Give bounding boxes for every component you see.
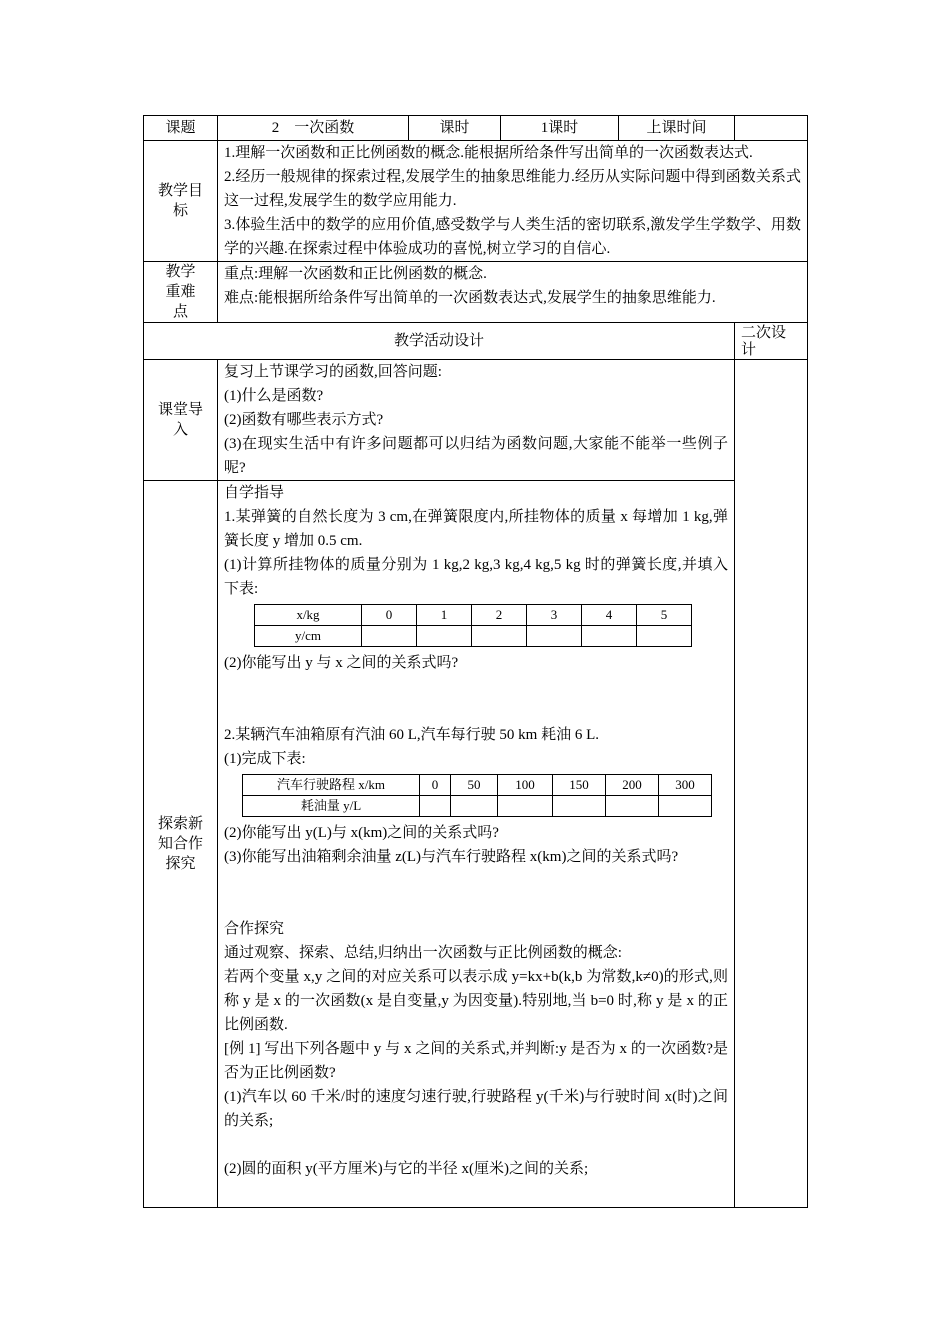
lesson-plan-table (143, 115, 808, 1208)
table-cell (451, 796, 498, 817)
objectives-label: 教学目标 (144, 141, 218, 262)
table-cell: 200 (606, 775, 659, 796)
coop-intro: 通过观察、探索、总结,归纳出一次函数与正比例函数的概念: (224, 945, 622, 961)
intro-line: (2)函数有哪些表示方式? (224, 412, 384, 428)
question-2-part-2: (2)你能写出 y(L)与 x(km)之间的关系式吗? (224, 825, 499, 841)
question-1: 1.某弹簧的自然长度为 3 cm,在弹簧限度内,所挂物体的质量 x 每增加 1 kg,弹簧长度 y 增加 0.5 cm. (224, 509, 728, 549)
keypoints-label: 教学重难点 (144, 262, 218, 323)
example-1: [例 1] 写出下列各题中 y 与 x 之间的关系式,并判断:y 是否为 x 的一次函数?是否为正比例函数? (224, 1041, 728, 1081)
table-cell: 汽车行驶路程 x/km (243, 775, 420, 796)
definition: 若两个变量 x,y 之间的对应关系可以表示成 y=kx+b(k,b 为常数,k≠0)的形式,则称 y 是 x 的一次函数(x 是自变量,y 为因变量).特别地,当 b=0 时,称 y 是 x 的正比例函数. (224, 969, 728, 1033)
table-cell (637, 626, 692, 647)
table-cell: 5 (637, 605, 692, 626)
table-cell: 1 (417, 605, 472, 626)
spring-table (254, 604, 692, 647)
intro-label: 课堂导入 (144, 360, 218, 481)
self-study-title: 自学指导 (224, 485, 285, 501)
spacer (224, 699, 728, 723)
table-cell (420, 796, 451, 817)
table-cell: 4 (582, 605, 637, 626)
topic-label: 课题 (144, 116, 218, 141)
spacer (224, 869, 728, 893)
keypoints-row (144, 262, 808, 323)
table-cell: y/cm (255, 626, 362, 647)
question-1-part-1: (1)计算所挂物体的质量分别为 1 kg,2 kg,3 kg,4 kg,5 kg 时的弹簧长度,并填入下表: (224, 557, 728, 597)
spacer (224, 893, 728, 917)
explore-label: 探索新知合作探究 (144, 481, 218, 1208)
table-cell (606, 796, 659, 817)
period-label: 课时 (409, 116, 501, 141)
table-cell: 50 (451, 775, 498, 796)
question-2: 2.某辆汽车油箱原有汽油 60 L,汽车每行驶 50 km 耗油 6 L. (224, 727, 599, 743)
explore-content (218, 481, 735, 1208)
keypoints-content (218, 262, 808, 323)
intro-line: (1)什么是函数? (224, 388, 324, 404)
question-1-part-2: (2)你能写出 y 与 x 之间的关系式吗? (224, 655, 459, 671)
objective-item: 2.经历一般规律的探索过程,发展学生的抽象思维能力.经历从实际问题中得到函数关系式这一过程,发展学生的数学应用能力. (224, 169, 801, 209)
fuel-table (242, 774, 712, 817)
table-row (243, 775, 712, 796)
objectives-content (218, 141, 808, 262)
lesson-plan (143, 115, 807, 1208)
table-cell: 0 (420, 775, 451, 796)
objective-item: 1.理解一次函数和正比例函数的概念.能根据所给条件写出简单的一次函数表达式. (224, 145, 753, 161)
table-cell: 耗油量 y/L (243, 796, 420, 817)
key-point: 重点:理解一次函数和正比例函数的概念. (224, 266, 487, 282)
table-cell (362, 626, 417, 647)
table-cell: 2 (472, 605, 527, 626)
table-cell: 100 (498, 775, 553, 796)
example-1-part-1: (1)汽车以 60 千米/时的速度匀速行驶,行驶路程 y(千米)与行驶时间 x(时)之间的关系; (224, 1089, 728, 1129)
time-value (735, 116, 808, 141)
question-2-part-1: (1)完成下表: (224, 751, 306, 767)
coop-title: 合作探究 (224, 921, 285, 937)
table-cell (472, 626, 527, 647)
intro-line: (3)在现实生活中有许多问题都可以归结为函数问题,大家能不能举一些例子呢? (224, 436, 728, 476)
intro-row (144, 360, 808, 481)
second-design-cell (735, 360, 808, 1208)
table-cell (659, 796, 712, 817)
intro-line: 复习上节课学习的函数,回答问题: (224, 364, 442, 380)
header-row (144, 116, 808, 141)
objectives-row (144, 141, 808, 262)
table-cell: 3 (527, 605, 582, 626)
spacer (224, 675, 728, 699)
question-2-part-3: (3)你能写出油箱剩余油量 z(L)与汽车行驶路程 x(km)之间的关系式吗? (224, 849, 679, 865)
intro-content (218, 360, 735, 481)
table-cell: 150 (553, 775, 606, 796)
table-cell: x/kg (255, 605, 362, 626)
table-cell (498, 796, 553, 817)
second-design-label: 二次设计 (735, 323, 808, 360)
table-cell: 0 (362, 605, 417, 626)
difficult-point: 难点:能根据所给条件写出简单的一次函数表达式,发展学生的抽象思维能力. (224, 290, 716, 306)
table-row (255, 626, 692, 647)
table-cell (417, 626, 472, 647)
table-cell (527, 626, 582, 647)
spacer (224, 1133, 728, 1157)
time-label: 上课时间 (619, 116, 735, 141)
period-value: 1课时 (501, 116, 619, 141)
topic-value: 2 一次函数 (218, 116, 409, 141)
table-cell (582, 626, 637, 647)
activity-title: 教学活动设计 (144, 323, 735, 360)
table-cell (553, 796, 606, 817)
objective-item: 3.体验生活中的数学的应用价值,感受数学与人类生活的密切联系,激发学生学数学、用数学的兴趣.在探索过程中体验成功的喜悦,树立学习的自信心. (224, 217, 801, 257)
example-1-part-2: (2)圆的面积 y(平方厘米)与它的半径 x(厘米)之间的关系; (224, 1161, 589, 1177)
table-row (255, 605, 692, 626)
table-cell: 300 (659, 775, 712, 796)
explore-row (144, 481, 808, 1208)
activity-title-row (144, 323, 808, 360)
table-row (243, 796, 712, 817)
